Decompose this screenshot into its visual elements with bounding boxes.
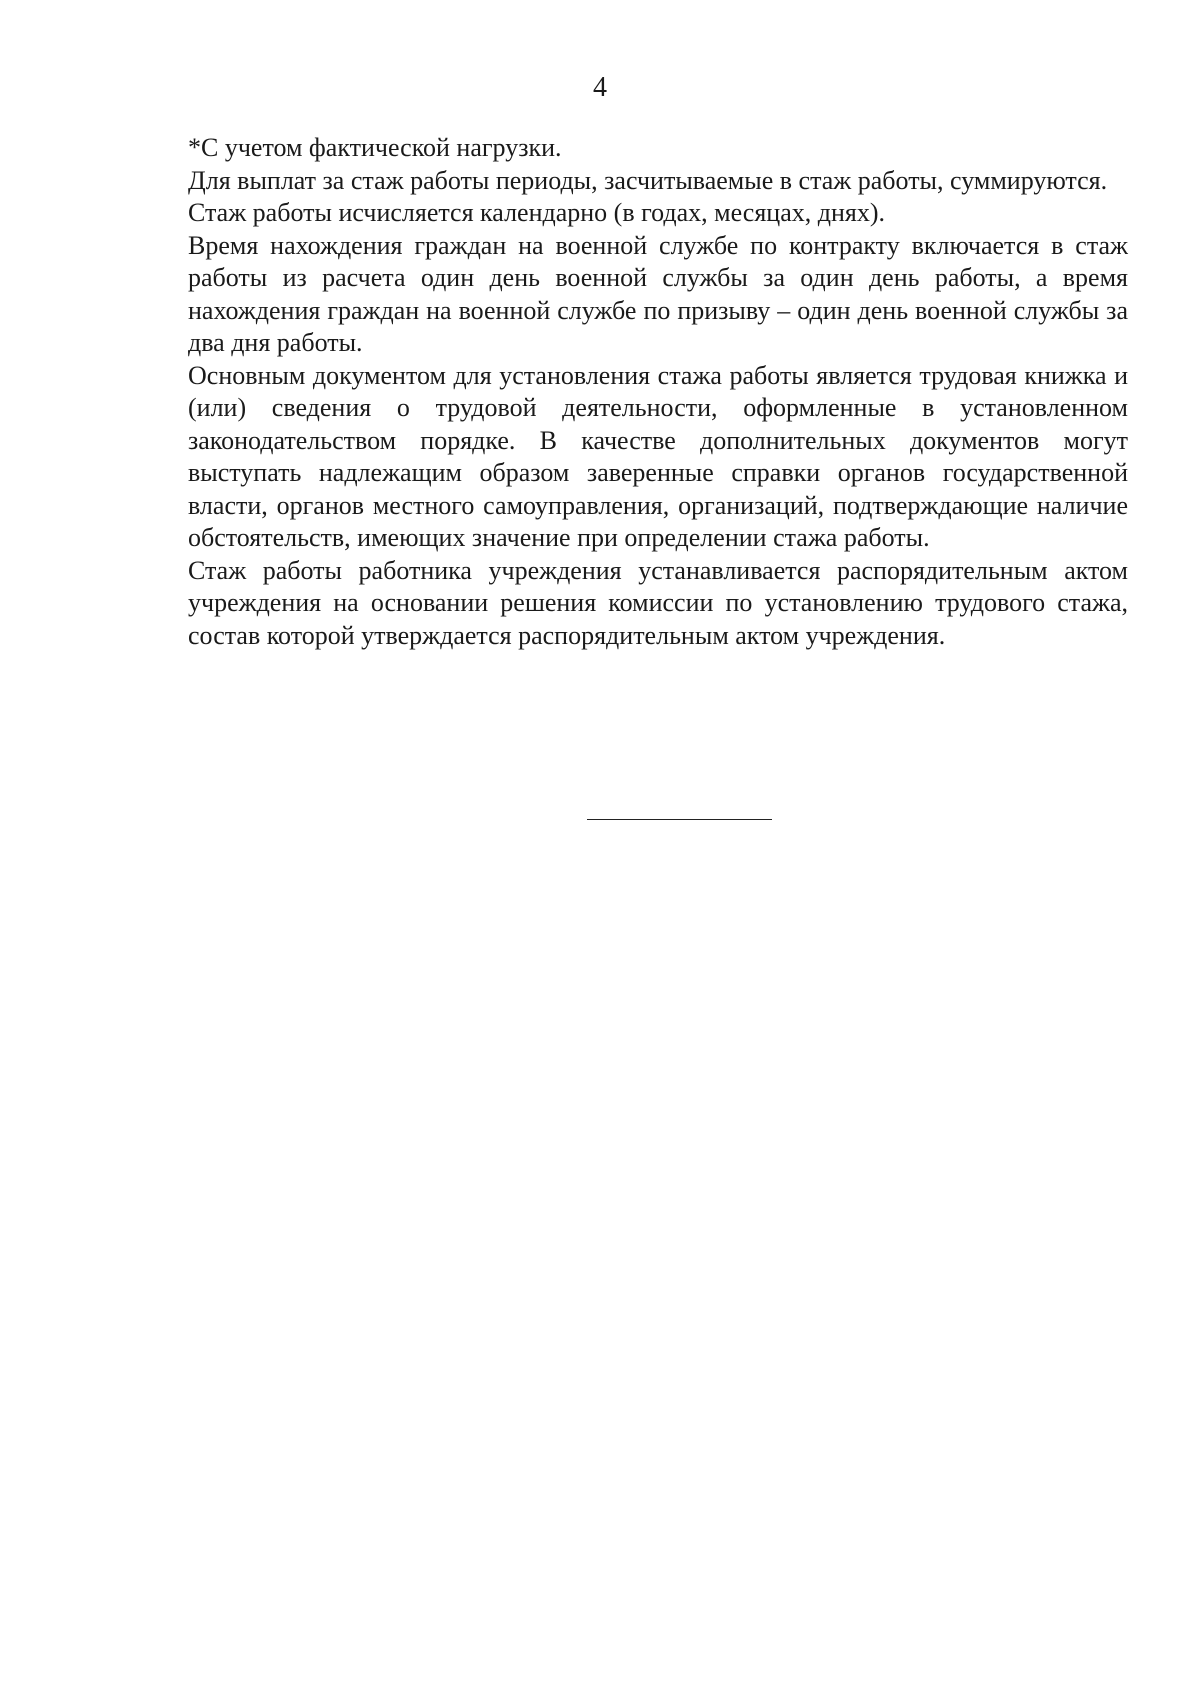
paragraph-calendar-calculation: Стаж работы исчисляется календарно (в годах, месяцах, днях). — [188, 198, 885, 227]
document-body — [188, 132, 1128, 652]
page-number: 4 — [593, 72, 607, 103]
paragraph-military-service: Время нахождения граждан на военной службе по контракту включается в стаж работы из расчета один день военной службы за один день работы, а время нахождения граждан на военной службе по призыву – один день военной службы за два дня работы. — [188, 230, 1128, 357]
end-divider-line — [587, 819, 772, 820]
paragraph-commission: Стаж работы работника учреждения устанавливается распорядительным актом учреждения на основании решения комиссии по установлению трудового стажа, состав которой утверждается распорядительным актом учреждения. — [188, 555, 1128, 650]
paragraph-footnote: *С учетом фактической нагрузки. — [188, 133, 562, 162]
paragraph-main-document: Основным документом для установления стажа работы является трудовая книжка и (или) сведения о трудовой деятельности, оформленные в установленном законодательством порядке. В качестве дополнительных документов могут выступать надлежащим образом заверенные справки органов государственной власти, органов местного самоуправления, организаций, подтверждающие наличие обстоятельств, имеющих значение при определении стажа работы. — [188, 360, 1128, 552]
paragraph-service-periods: Для выплат за стаж работы периоды, засчитываемые в стаж работы, суммируются. — [188, 165, 1108, 195]
